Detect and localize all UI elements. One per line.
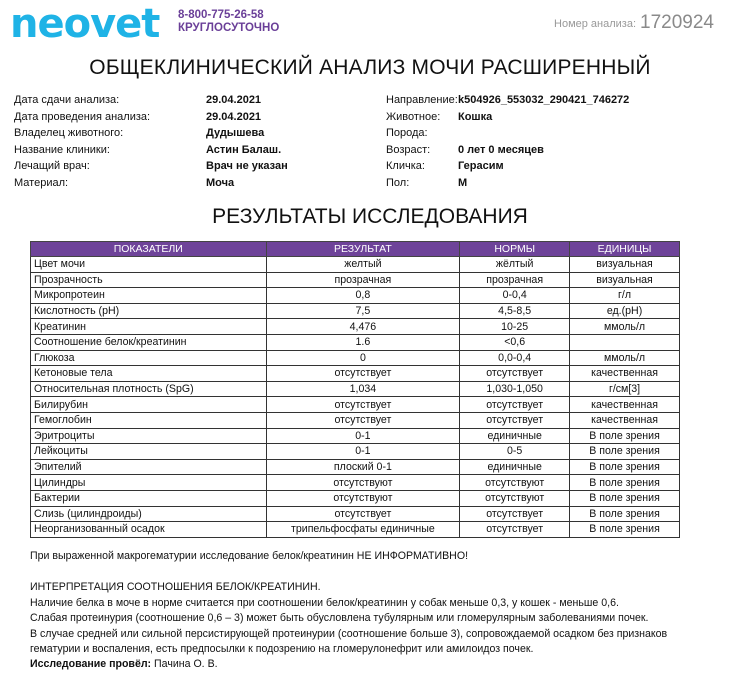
logo-vet: vet: [90, 1, 160, 47]
performed-by-name: Пачина О. В.: [154, 658, 218, 670]
cell-indicator: Цвет мочи: [31, 257, 267, 273]
cell-indicator: Бактерии: [31, 490, 267, 506]
cell-indicator: Прозрачность: [31, 272, 267, 288]
table-row: [31, 475, 680, 491]
table-row: [31, 490, 680, 506]
cell-units: [570, 334, 680, 350]
info-label: Лечащий врач:: [14, 160, 90, 172]
info-label: Порода:: [386, 127, 428, 139]
cell-indicator: Неорганизованный осадок: [31, 522, 267, 538]
info-value: 29.04.2021: [206, 110, 262, 123]
info-row: [14, 125, 288, 142]
info-value: Кошка: [458, 110, 493, 123]
cell-norm: отсутствует: [460, 506, 570, 522]
performed-by: [30, 657, 218, 673]
cell-norm: 0-0,4: [460, 288, 570, 304]
performed-by-label: Исследование провёл:: [30, 658, 152, 670]
cell-units: В поле зрения: [570, 506, 680, 522]
table-row: [31, 366, 680, 382]
cell-indicator: Цилиндры: [31, 475, 267, 491]
cell-norm: 1,030-1,050: [460, 381, 570, 397]
info-label: Дата проведения анализа:: [14, 110, 151, 123]
cell-units: В поле зрения: [570, 428, 680, 444]
cell-units: визуальная: [570, 257, 680, 273]
cell-indicator: Глюкоза: [31, 350, 267, 366]
cell-result: прозрачная: [266, 272, 460, 288]
info-label: Материал:: [14, 176, 69, 189]
cell-norm: единичные: [460, 459, 570, 475]
table-row: [31, 459, 680, 475]
logo-neo: neo: [10, 1, 91, 47]
cell-norm: отсутствует: [460, 397, 570, 413]
cell-indicator: Соотношение белок/креатинин: [31, 334, 267, 350]
cell-indicator: Относительная плотность (SpG): [31, 381, 267, 397]
header-result: РЕЗУЛЬТАТ: [266, 242, 460, 257]
cell-units: ммоль/л: [570, 319, 680, 335]
table-row: [31, 397, 680, 413]
info-label: Животное:: [386, 110, 441, 123]
header-indicator: ПОКАЗАТЕЛИ: [31, 242, 267, 257]
cell-indicator: Эритроциты: [31, 428, 267, 444]
cell-units: г/л: [570, 288, 680, 304]
info-row: [14, 158, 288, 175]
analysis-number-label: Номер анализа:: [554, 18, 637, 30]
analysis-number-block: [554, 12, 714, 34]
cell-units: качественная: [570, 397, 680, 413]
table-row: [31, 506, 680, 522]
cell-indicator: Гемоглобин: [31, 412, 267, 428]
cell-result: 0,8: [266, 288, 460, 304]
cell-units: В поле зрения: [570, 444, 680, 460]
cell-norm: единичные: [460, 428, 570, 444]
info-row: [14, 142, 288, 159]
neovet-logo: [10, 0, 160, 47]
phone-sub: КРУГЛОСУТОЧНО: [178, 22, 280, 34]
header-units: ЕДИНИЦЫ: [570, 242, 680, 257]
cell-norm: отсутствует: [460, 412, 570, 428]
cell-result: 4,476: [266, 319, 460, 335]
logo-text: [10, 1, 160, 47]
cell-indicator: Креатинин: [31, 319, 267, 335]
cell-result: 7,5: [266, 303, 460, 319]
table-row: [31, 428, 680, 444]
table-row: [31, 257, 680, 273]
info-value: 29.04.2021: [206, 94, 262, 106]
cell-units: В поле зрения: [570, 522, 680, 538]
cell-result: 0-1: [266, 444, 460, 460]
info-label: Возраст:: [386, 143, 431, 156]
interpretation-line: Наличие белка в моче в норме считается при соотношении белок/креатинин у собак меньше 0,3, у кошек - меньше 0,6.: [30, 596, 619, 609]
cell-result: отсутствуют: [266, 475, 460, 491]
table-row: [31, 522, 680, 538]
cell-units: г/см[3]: [570, 381, 680, 397]
cell-result: 1.6: [266, 334, 460, 350]
cell-result: 1,034: [266, 381, 460, 397]
info-label: Дата сдачи анализа:: [14, 94, 120, 106]
info-label: Кличка:: [386, 160, 425, 172]
info-row: [386, 142, 629, 159]
interpretation-block: [30, 580, 667, 658]
info-row: [14, 92, 288, 109]
cell-indicator: Эпителий: [31, 459, 267, 475]
cell-norm: прозрачная: [460, 272, 570, 288]
info-row: [386, 158, 629, 175]
cell-result: плоский 0-1: [266, 459, 460, 475]
cell-norm: 10-25: [460, 319, 570, 335]
phone-block: [178, 9, 279, 35]
results-table: [30, 241, 680, 538]
interpretation-line: Слабая протеинурия (соотношение 0,6 – 3) может быть обусловлена тубулярным или гломерулярным заболеваниями почек.: [30, 612, 649, 624]
info-left: [14, 92, 288, 191]
info-value: Врач не указан: [206, 160, 288, 172]
cell-norm: <0,6: [460, 334, 570, 350]
interpretation-title: ИНТЕРПРЕТАЦИЯ СООТНОШЕНИЯ БЕЛОК/КРЕАТИНИН.: [30, 581, 321, 593]
table-row: [31, 303, 680, 319]
cell-indicator: Слизь (цилиндроиды): [31, 506, 267, 522]
info-value: Герасим: [458, 160, 504, 172]
info-row: [14, 175, 288, 192]
analysis-number: 1720924: [640, 12, 714, 33]
cell-norm: 0,0-0,4: [460, 350, 570, 366]
cell-units: В поле зрения: [570, 459, 680, 475]
results-title: РЕЗУЛЬТАТЫ ИССЛЕДОВАНИЯ: [212, 205, 528, 228]
info-value: Моча: [206, 176, 235, 189]
cell-norm: отсутствуют: [460, 490, 570, 506]
table-row: [31, 444, 680, 460]
interpretation-line: В случае средней или сильной персистирующей протеинурии (соотношение больше 3), сопровождаемой осадком без признаков: [30, 627, 668, 640]
cell-indicator: Лейкоциты: [31, 444, 267, 460]
cell-units: В поле зрения: [570, 475, 680, 491]
cell-units: качественная: [570, 412, 680, 428]
cell-norm: отсутствует: [460, 366, 570, 382]
cell-norm: отсутствуют: [460, 475, 570, 491]
phone-number[interactable]: 8-800-775-26-58: [178, 9, 264, 21]
cell-units: качественная: [570, 366, 680, 382]
cell-units: визуальная: [570, 272, 680, 288]
table-row: [31, 288, 680, 304]
table-row: [31, 272, 680, 288]
info-label: Направление:: [386, 94, 458, 106]
info-value: k504926_553032_290421_746272: [458, 94, 630, 106]
interpretation-line: гематурии и воспаления, есть предпосылки к подозрению на гломерулонефрит или амилоидоз почек.: [30, 643, 534, 655]
info-row: [386, 125, 629, 142]
info-label: Пол:: [386, 176, 410, 189]
cell-norm: 4,5-8,5: [460, 303, 570, 319]
info-value: 0 лет 0 месяцев: [458, 143, 544, 156]
info-value: Дудышева: [206, 127, 265, 139]
table-row: [31, 319, 680, 335]
cell-result: отсутствует: [266, 397, 460, 413]
cell-indicator: Кислотность (рН): [31, 303, 267, 319]
table-row: [31, 334, 680, 350]
macrohematuria-warning: При выраженной макрогематурии исследование белок/креатинин НЕ ИНФОРМАТИВНО!: [30, 550, 469, 562]
cell-units: ммоль/л: [570, 350, 680, 366]
table-header-row: [31, 242, 680, 257]
cell-units: В поле зрения: [570, 490, 680, 506]
table-row: [31, 412, 680, 428]
cell-result: 0: [266, 350, 460, 366]
cell-result: отсутствуют: [266, 490, 460, 506]
info-label: Название клиники:: [14, 143, 110, 156]
info-right: [386, 92, 629, 191]
cell-result: отсутствует: [266, 366, 460, 382]
cell-indicator: Микропротеин: [31, 288, 267, 304]
table-row: [31, 381, 680, 397]
cell-norm: жёлтый: [460, 257, 570, 273]
cell-indicator: Кетоновые тела: [31, 366, 267, 382]
info-row: [386, 109, 629, 126]
cell-result: трипельфосфаты единичные: [266, 522, 460, 538]
cell-norm: 0-5: [460, 444, 570, 460]
cell-result: желтый: [266, 257, 460, 273]
cell-norm: отсутствует: [460, 522, 570, 538]
info-value: М: [458, 176, 468, 189]
info-label: Владелец животного:: [14, 127, 124, 139]
cell-result: 0-1: [266, 428, 460, 444]
info-row: [386, 92, 629, 109]
cell-units: ед.(рН): [570, 303, 680, 319]
table-row: [31, 350, 680, 366]
info-row: [386, 175, 629, 192]
cell-result: отсутствует: [266, 506, 460, 522]
cell-result: отсутствует: [266, 412, 460, 428]
info-row: [14, 109, 288, 126]
page-title: ОБЩЕКЛИНИЧЕСКИЙ АНАЛИЗ МОЧИ РАСШИРЕННЫЙ: [89, 56, 651, 79]
info-value: Астин Балаш.: [206, 143, 282, 156]
cell-indicator: Билирубин: [31, 397, 267, 413]
header-norm: НОРМЫ: [460, 242, 570, 257]
